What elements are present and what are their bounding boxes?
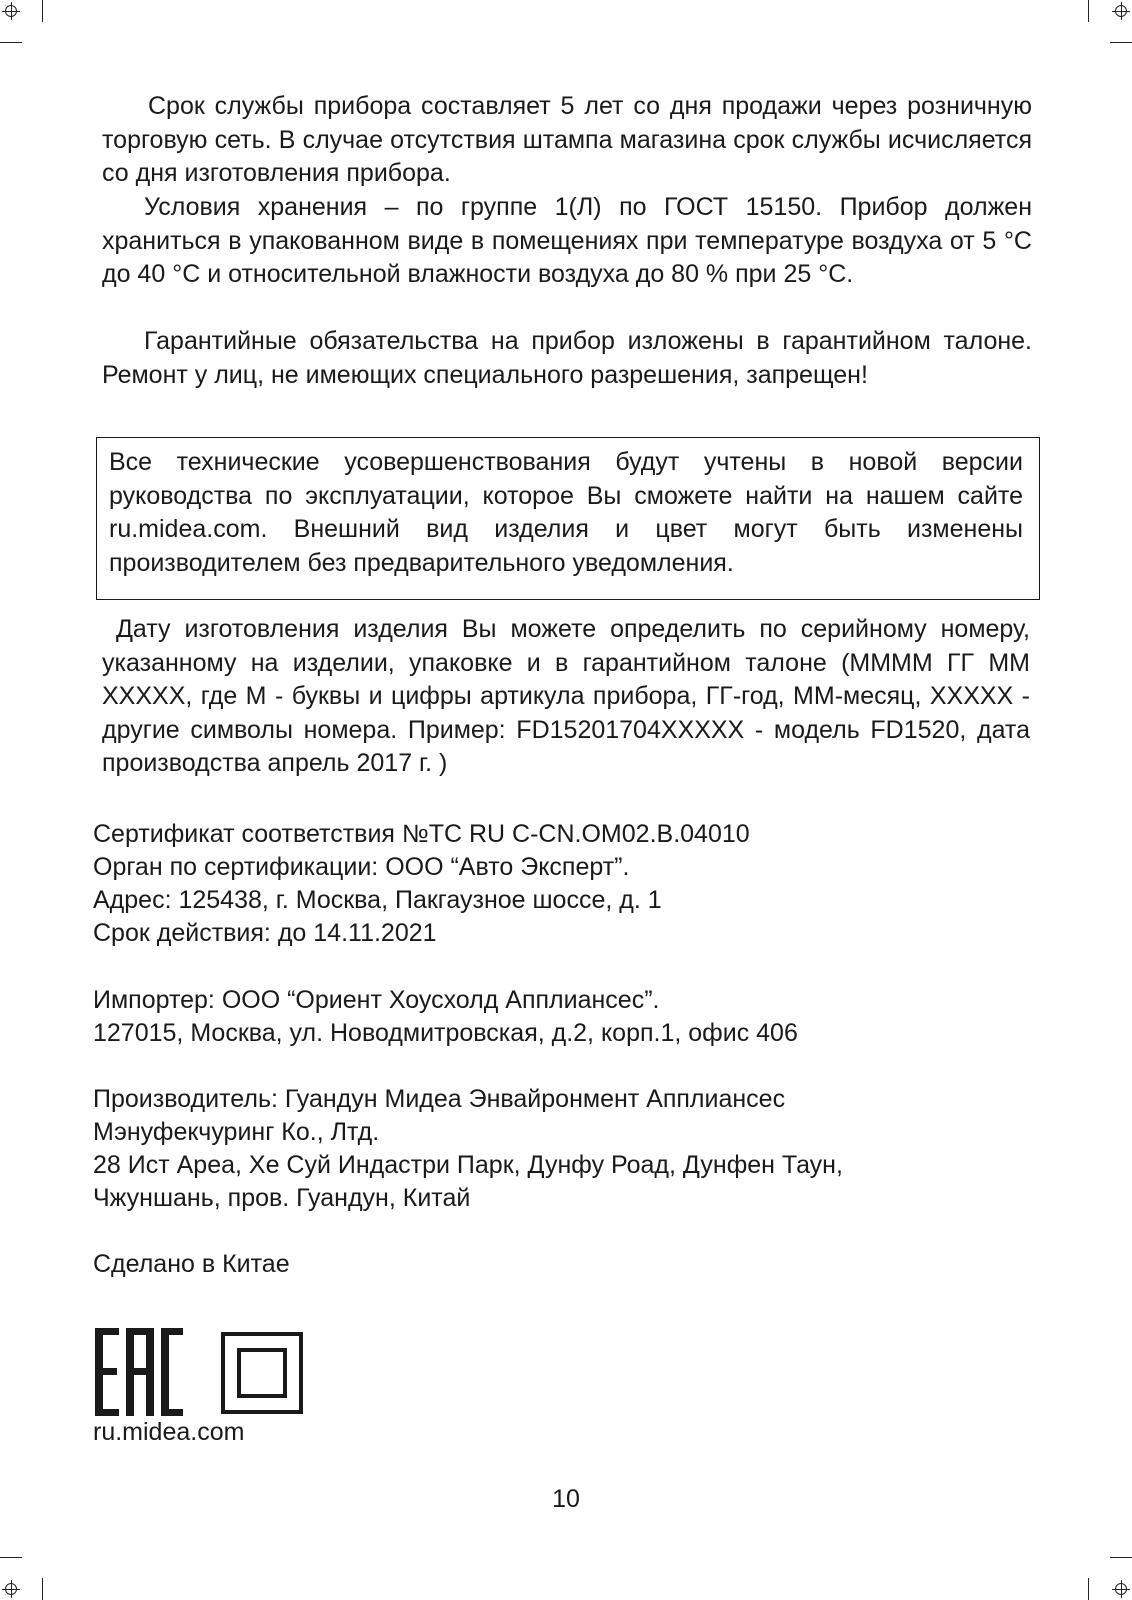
registration-mark-icon — [1115, 5, 1127, 17]
manufacture-date-paragraph: Дату изготовления изделия Вы можете определить по серийному номеру, указанному на изделии, упаковке и в гарантийном талоне (ММММ ГГ ММ ХХХХХ, где М - буквы и цифры артикула прибора, ГГ-год, ММ-месяц, ХХХХХ - другие символы номера. Пример: FD15201704XXXXX - модель FD1520, дата производства апрель 2017 г. ) — [102, 615, 1030, 777]
importer-address-line: 127015, Москва, ул. Новодмитровская, д.2, корп.1, офис 406 — [93, 1019, 798, 1047]
notice-text: Все технические усовершенствования будут учтены в новой версии руководства по эксплуатации, которое Вы сможете найти на нашем сайте ru.midea.com. Внешний вид изделия и цвет могут быть изменены производителем без предварительного уведомления. — [109, 448, 1023, 577]
certificate-line: Сертификат соответствия №ТС RU C-CN.ОМ02.В.04010 — [93, 820, 750, 848]
registration-mark-icon — [5, 5, 17, 17]
registration-mark-icon — [5, 1583, 17, 1595]
certification-address-line: Адрес: 125438, г. Москва, Пакгаузное шоссе, д. 1 — [93, 886, 662, 914]
manufacturer-address-line-2: Чжуншань, пров. Гуандун, Китай — [93, 1184, 471, 1212]
eac-logo — [95, 1328, 183, 1416]
notice-box — [96, 437, 1040, 600]
double-insulation-icon — [221, 1332, 303, 1414]
importer-line: Импортер: ООО “Ориент Хоусхолд Апплиансес”. — [93, 986, 660, 1014]
certification-body-line: Орган по сертификации: ООО “Авто Эксперт”. — [93, 853, 630, 881]
manufacturer-line: Производитель: Гуандун Мидеа Энвайронмент Апплиансес — [93, 1085, 786, 1113]
manufacturer-address-line: 28 Ист Ареа, Хе Суй Индастри Парк, Дунфу Роад, Дунфен Таун, — [93, 1151, 843, 1179]
made-in-line: Сделано в Китае — [93, 1250, 290, 1278]
website-link[interactable]: ru.midea.com — [93, 1418, 245, 1446]
warranty-paragraph: Гарантийные обязательства на прибор изложены в гарантийном талоне. Ремонт у лиц, не имеющих специального разрешения, запрещен! — [102, 327, 1032, 389]
registration-mark-icon — [1115, 1583, 1127, 1595]
certificate-validity-line: Срок действия: до 14.11.2021 — [93, 919, 437, 947]
service-life-paragraph: Срок службы прибора составляет 5 лет со дня продажи через розничную торговую сеть. В случае отсутствия штампа магазина срок службы исчисляется со дня изготовления прибора. — [102, 92, 1032, 187]
page-number: 10 — [552, 1485, 580, 1513]
storage-conditions-paragraph: Условия хранения – по группе 1(Л) по ГОСТ 15150. Прибор должен храниться в упакованном виде в помещениях при температуре воздуха от 5 °С до 40 °С и относительной влажности воздуха до 80 % при 25 °С. — [102, 193, 1032, 288]
manufacturer-name-line: Мэнуфекчуринг Ко., Лтд. — [93, 1118, 380, 1146]
